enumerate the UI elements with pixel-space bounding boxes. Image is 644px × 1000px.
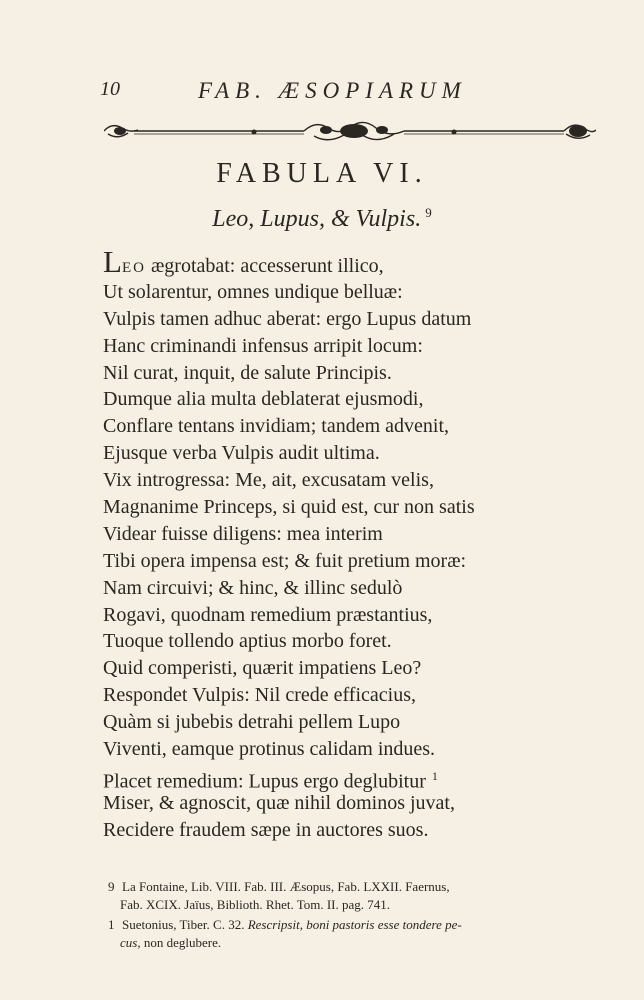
footnote-reference: 1 [431, 768, 438, 783]
poem-line-text: Placet remedium: Lupus ergo deglubitur [103, 770, 426, 793]
poem-line: Rogavi, quodnam remedium præstantius, [103, 603, 433, 626]
poem-line: Ut solarentur, omnes undique belluæ: [103, 280, 403, 303]
poem-line: Quàm si jubebis detrahi pellem Lupo [103, 711, 401, 734]
poem-line: Conflare tentans invidiam; tandem advenit, [103, 415, 450, 438]
poem-line: Vulpis tamen adhuc aberat: ergo Lupus datum [103, 307, 472, 330]
footnotes [108, 878, 598, 954]
poem-line: Quid comperisti, quærit impatiens Leo? [103, 657, 422, 680]
footnote-marker: 1 [108, 917, 115, 932]
small-caps-text: EO [121, 260, 146, 276]
footnote-text-continued [108, 934, 598, 952]
poem-line-with-note [103, 763, 573, 793]
footnote-text-continued: Fab. XCIX. Jaïus, Biblioth. Rhet. Tom. II. pag. 741. [120, 897, 391, 912]
footnote-1 [108, 916, 598, 952]
poem-line: Viventi, eamque protinus calidam indues. [103, 738, 436, 761]
poem-line: Nil curat, inquit, de salute Principis. [103, 361, 392, 384]
poem-line: Dumque alia multa deblaterat ejusmodi, [103, 388, 424, 411]
poem-line: Tibi opera impensa est; & fuit pretium moræ: [103, 549, 467, 572]
page-header [100, 78, 520, 108]
drop-cap: L [103, 244, 122, 279]
footnote-marker: 9 [108, 879, 115, 894]
poem-line: Ejusque verba Vulpis audit ultima. [103, 442, 380, 465]
fable-title: FABULA VI. [216, 158, 428, 189]
poem-line-first [103, 244, 573, 279]
poem-line: Tuoque tollendo aptius morbo foret. [103, 630, 392, 653]
poem-text [103, 244, 573, 844]
running-title: FAB. ÆSOPIARUM [198, 78, 467, 103]
first-line-rest: ægrotabat: accesserunt illico, [145, 255, 384, 277]
footnote-text: Suetonius, Tiber. C. 32. [122, 917, 245, 932]
poem-line: Videar fuisse diligens: mea interim [103, 522, 383, 545]
decorative-ornament-rule [104, 116, 596, 146]
fable-subtitle-text: Leo, Lupus, & Vulpis. [212, 206, 422, 232]
footnote-text-end: non deglubere. [140, 935, 222, 950]
footnote-9 [108, 878, 598, 914]
footnote-quote: Rescripsit, boni pastoris esse tondere pe- [247, 917, 462, 932]
poem-line: Recidere fraudem sæpe in auctores suos. [103, 818, 429, 841]
poem-line: Vix introgressa: Me, ait, excusatam velis, [103, 469, 434, 492]
poem-line: Nam circuivi; & hinc, & illinc sedulò [103, 576, 403, 599]
poem-line: Respondet Vulpis: Nil crede efficacius, [103, 684, 416, 707]
footnote-quote-continued: cus, [120, 935, 141, 950]
poem-line: Hanc criminandi infensus arripit locum: [103, 334, 423, 357]
poem-line: Miser, & agnoscit, quæ nihil dominos juvat, [103, 791, 455, 814]
poem-line: Magnanime Princeps, si quid est, cur non satis [103, 496, 475, 519]
fable-subtitle [0, 205, 644, 233]
page-number: 10 [100, 78, 120, 100]
footnote-text: La Fontaine, Lib. VIII. Fab. III. Æsopus, Fab. LXXII. Faernus, [122, 879, 450, 894]
footnote-reference: 9 [425, 205, 432, 220]
